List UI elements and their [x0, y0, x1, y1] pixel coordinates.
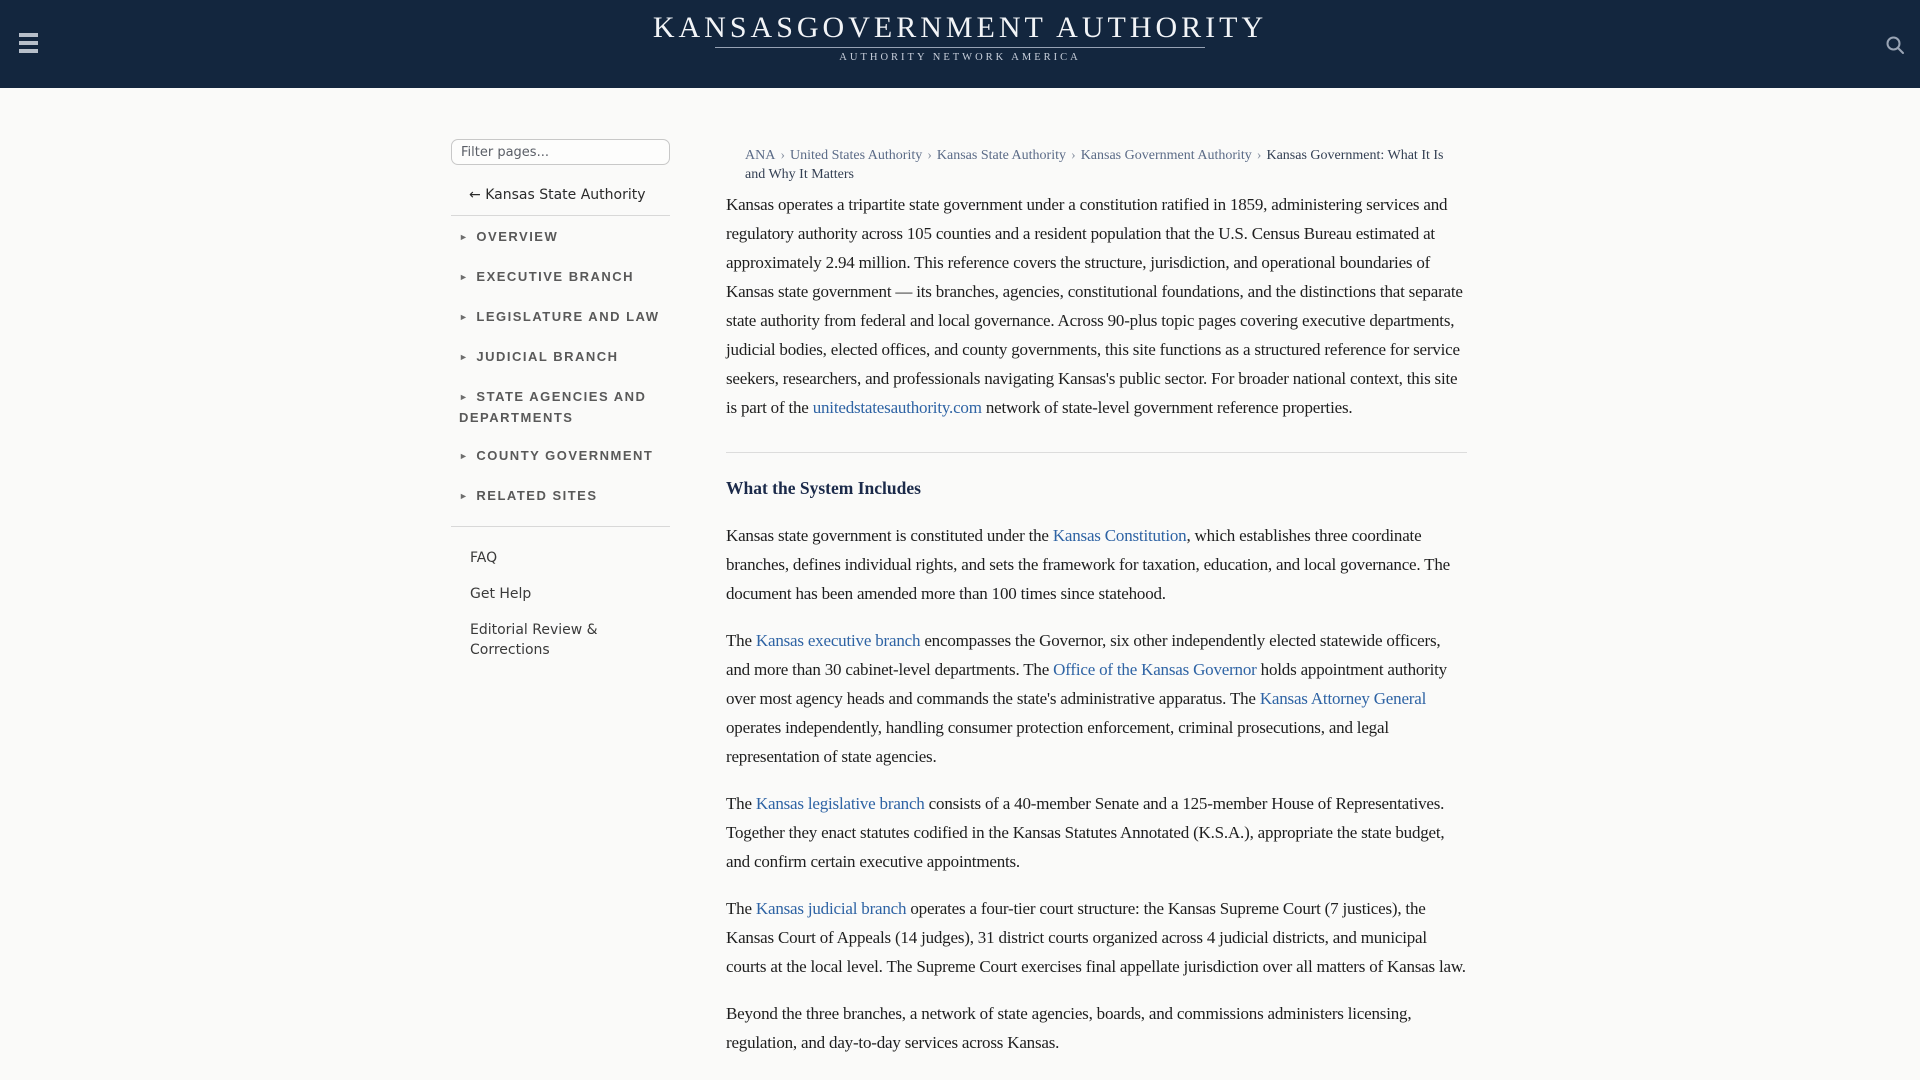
- triangle-right-icon: ►: [459, 491, 470, 501]
- inline-link[interactable]: Kansas Attorney General: [1259, 689, 1427, 708]
- back-link-kansas-state-authority[interactable]: [451, 186, 670, 205]
- sidebar-item-label: STATE AGENCIES AND DEPARTMENTS: [459, 389, 647, 425]
- triangle-right-icon: ►: [459, 272, 470, 282]
- text-run: consists of a 40-member Senate and a 125-member House of Representatives. Together they enact statutes codified in the Kansas Statutes Annotated (K.S.A.), appropriate the state budget, and confirm certain executive appointments.: [726, 794, 1445, 871]
- triangle-right-icon: ►: [459, 312, 470, 322]
- sidebar-item-label: COUNTY GOVERNMENT: [476, 448, 654, 463]
- site-header: [0, 0, 1920, 88]
- breadcrumb-link-kansas-government-authority[interactable]: Kansas Government Authority: [1080, 148, 1252, 163]
- main-content: [726, 146, 1467, 1075]
- breadcrumb: [726, 146, 1467, 184]
- sidebar-item-state-agencies-and-departments[interactable]: [459, 387, 670, 427]
- sidebar-divider: [451, 215, 670, 216]
- inline-link[interactable]: Kansas legislative branch: [755, 794, 925, 813]
- text-run: network of state-level government reference properties.: [981, 398, 1353, 417]
- sidebar-link-editorial-review[interactable]: Editorial Review & Corrections: [470, 622, 598, 658]
- sidebar-item-label: EXECUTIVE BRANCH: [476, 269, 635, 284]
- triangle-right-icon: ►: [459, 451, 470, 461]
- breadcrumb-separator: ›: [780, 148, 786, 163]
- sidebar-item-county-government[interactable]: [459, 446, 670, 467]
- site-subtitle: AUTHORITY NETWORK AMERICA: [839, 52, 1081, 63]
- sidebar-footer-links: [451, 548, 670, 660]
- inline-link[interactable]: Kansas judicial branch: [755, 899, 907, 918]
- breadcrumb-separator: ›: [1256, 148, 1262, 163]
- list-item: [470, 620, 670, 660]
- body-paragraph-partial: Beyond the three branches, a network of state agencies, boards, and commissions administers licensing, regulation, and day-to-day services across Kansas.: [726, 1004, 1412, 1052]
- inline-link[interactable]: unitedstatesauthority.com: [812, 398, 982, 417]
- sidebar-item-related-sites[interactable]: [459, 486, 670, 507]
- site-brand: [0, 11, 1920, 63]
- sidebar-link-faq[interactable]: FAQ: [470, 550, 498, 566]
- sidebar-divider: [451, 526, 670, 527]
- list-item: [470, 584, 670, 604]
- back-link-label: Kansas State Authority: [485, 187, 646, 203]
- text-run: , which establishes three coordinate branches, defines individual rights, and sets the framework for taxation, education, and local governance. The document has been amended more than 100 times since statehood.: [726, 526, 1451, 603]
- list-item: [470, 548, 670, 568]
- body-paragraph: [726, 894, 1467, 981]
- sidebar-item-legislature-and-law[interactable]: [459, 307, 670, 328]
- inline-link[interactable]: Office of the Kansas Governor: [1053, 660, 1257, 679]
- filter-pages-input[interactable]: [451, 139, 670, 165]
- sidebar-item-executive-branch[interactable]: [459, 267, 670, 288]
- body-paragraph: [726, 521, 1467, 608]
- text-run: The: [726, 794, 756, 813]
- intro-paragraph: [726, 190, 1467, 422]
- body-paragraph: [726, 789, 1467, 876]
- left-arrow-icon: ←: [469, 187, 481, 203]
- breadcrumb-link-united-states-authority[interactable]: United States Authority: [790, 148, 923, 163]
- sidebar-nav: [451, 227, 670, 507]
- sidebar-item-overview[interactable]: [459, 227, 670, 248]
- text-run: operates a four-tier court structure: the Kansas Supreme Court (7 justices), the Kansas Court of Appeals (14 judges), 31 district courts organized across 4 judicial districts, and municipal courts at the local level. The Supreme Court exercises final appellate jurisdiction over all matters of Kansas law.: [726, 899, 1466, 976]
- breadcrumb-link-kansas-state-authority[interactable]: Kansas State Authority: [936, 148, 1067, 163]
- brand-divider: [715, 47, 1205, 48]
- sidebar-item-label: LEGISLATURE AND LAW: [476, 309, 660, 324]
- text-run: encompasses the Governor, six other independently elected statewide officers, and more than 30 cabinet-level departments. The: [726, 631, 1441, 679]
- sidebar-item-label: JUDICIAL BRANCH: [476, 349, 619, 364]
- section-divider: [726, 452, 1467, 453]
- text-run: holds appointment authority over most agency heads and commands the state's administrative apparatus. The: [726, 660, 1447, 708]
- sidebar-link-get-help[interactable]: Get Help: [470, 586, 532, 602]
- text-run: The: [726, 899, 756, 918]
- triangle-right-icon: ►: [459, 232, 470, 242]
- text-run: The: [726, 631, 756, 650]
- sidebar: [451, 139, 670, 676]
- body-paragraph: [726, 626, 1467, 771]
- sidebar-item-label: RELATED SITES: [476, 488, 598, 503]
- section-heading: What the System Includes: [726, 478, 921, 498]
- text-run: operates independently, handling consumer protection enforcement, criminal prosecutions, and legal representation of state agencies.: [726, 718, 1389, 766]
- breadcrumb-separator: ›: [927, 148, 932, 163]
- text-run: Kansas state government is constituted under the: [726, 526, 1053, 545]
- article-body: [726, 190, 1467, 1057]
- sidebar-item-label: OVERVIEW: [476, 229, 559, 244]
- triangle-right-icon: ►: [459, 352, 470, 362]
- triangle-right-icon: ►: [459, 392, 470, 402]
- breadcrumb-link-ana[interactable]: ANA: [745, 148, 776, 163]
- text-run: Kansas operates a tripartite state government under a constitution ratified in 1859, administering services and regulatory authority across 105 counties and a resident population that the U.S. Census Bureau estimated at approximately 2.94 million. This reference covers the structure, jurisdiction, and operational boundaries of Kansas state government — its branches, agencies, constitutional foundations, and the distinctions that separate state authority from federal and local governance. Across 90-plus topic pages covering executive departments, judicial bodies, elected offices, and county governments, this site functions as a structured reference for service seekers, researchers, and professionals navigating Kansas's public sector. For broader national context, this site is part of the: [726, 195, 1463, 417]
- search-icon[interactable]: [1883, 33, 1907, 57]
- site-title[interactable]: KANSASGOVERNMENT AUTHORITY: [652, 11, 1268, 44]
- sidebar-item-judicial-branch[interactable]: [459, 347, 670, 368]
- inline-link[interactable]: Kansas executive branch: [755, 631, 921, 650]
- breadcrumb-current-page: Kansas Government: What It Is and Why It Matters: [745, 148, 1444, 182]
- inline-link[interactable]: Kansas Constitution: [1052, 526, 1187, 545]
- breadcrumb-separator: ›: [1071, 148, 1076, 163]
